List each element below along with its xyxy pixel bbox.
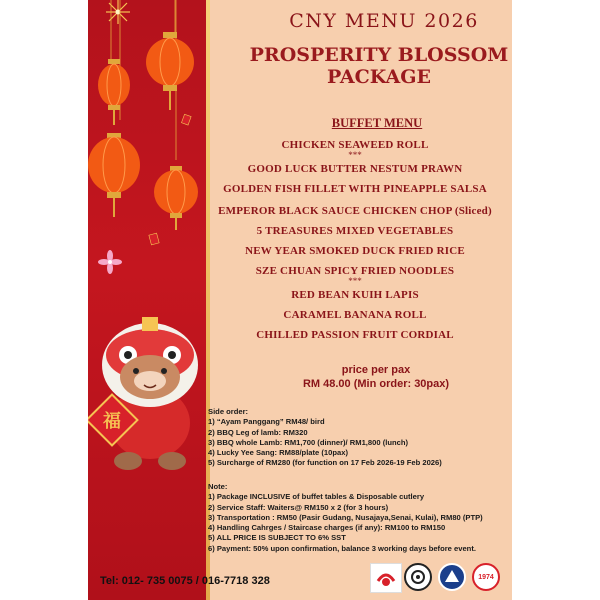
side-order-line: 1) “Ayam Panggang” RM48/ bird xyxy=(208,417,325,427)
price-label: price per pax xyxy=(341,364,411,376)
menu-item: 5 TREASURES MIXED VEGETABLES xyxy=(256,225,454,237)
logo-icon xyxy=(370,563,402,593)
side-order-line: 2) BBQ Leg of lamb: RM320 xyxy=(208,427,308,437)
flower-icon xyxy=(98,250,122,274)
side-order-line: 5) Surcharge of RM280 (for function on 17 Feb 2026-19 Feb 2026) xyxy=(208,458,442,468)
red-envelope-icon xyxy=(149,233,159,245)
buffet-menu-list xyxy=(196,138,512,342)
lantern-icon xyxy=(146,32,194,110)
firework-icon xyxy=(106,0,130,24)
menu-item: EMPEROR BLACK SAUCE CHICKEN CHOP (Sliced) xyxy=(218,205,492,217)
note-line: 4) Handling Cahrges / Staircase charges (if any): RM100 to RM150 xyxy=(208,523,446,533)
decoration-art xyxy=(88,0,206,600)
lion-dance-mascot-icon xyxy=(102,317,198,470)
logo-icon xyxy=(438,563,466,591)
poster xyxy=(88,0,512,600)
red-envelope-icon xyxy=(181,114,191,125)
cny-menu-title: CNY MENU 2026 xyxy=(289,10,479,32)
menu-separator: *** xyxy=(348,276,362,286)
note-line: 6) Payment: 50% upon confirmation, balance 3 working days before event. xyxy=(208,543,476,553)
logo-row xyxy=(368,563,508,593)
menu-item: CARAMEL BANANA ROLL xyxy=(283,309,427,321)
package-title-line2: PACKAGE xyxy=(327,66,431,88)
logo-icon xyxy=(472,563,500,591)
menu-item: NEW YEAR SMOKED DUCK FRIED RICE xyxy=(245,245,465,257)
menu-item: GOLDEN FISH FILLET WITH PINEAPPLE SALSA xyxy=(223,183,487,195)
logo-text: 1974 xyxy=(478,573,494,581)
notes-title: Note: xyxy=(208,482,228,491)
menu-item: SZE CHUAN SPICY FRIED NOODLES xyxy=(255,265,455,277)
note-line: 3) Transportation : RM50 (Pasir Gudang, Nusajaya,Senai, Kulai), RM80 (PTP) xyxy=(208,512,483,522)
note-line: 1) Package INCLUSIVE of buffet tables & Disposable cutlery xyxy=(208,492,425,502)
lantern-icon xyxy=(154,166,198,230)
price-block xyxy=(240,364,512,390)
lantern-icon xyxy=(98,59,130,125)
package-title-line1: PROSPERITY BLOSSOM xyxy=(249,44,509,66)
notes-section xyxy=(208,482,508,554)
logo-icon xyxy=(404,563,432,591)
note-line: 2) Service Staff: Waiters@ RM150 x 2 (for 3 hours) xyxy=(208,502,389,512)
decorative-panel xyxy=(88,0,206,600)
side-order-line: 4) Lucky Yee Sang: RM88/plate (10pax) xyxy=(208,448,348,458)
side-order-section xyxy=(208,407,508,469)
side-order-line: 3) BBQ whole Lamb: RM1,700 (dinner)/ RM1,800 (lunch) xyxy=(208,437,408,447)
price-value: RM 48.00 (Min order: 30pax) xyxy=(302,378,450,390)
note-line: 5) ALL PRICE IS SUBJECT TO 6% SST xyxy=(208,533,346,543)
package-title xyxy=(210,44,512,88)
contact-phone: Tel: 012- 735 0075 / 016-7718 328 xyxy=(100,575,270,587)
menu-item: RED BEAN KUIH LAPIS xyxy=(291,289,419,301)
side-order-title: Side order: xyxy=(208,407,249,416)
menu-item: GOOD LUCK BUTTER NESTUM PRAWN xyxy=(247,163,463,175)
menu-item: CHILLED PASSION FRUIT CORDIAL xyxy=(256,329,454,341)
buffet-menu-heading: BUFFET MENU xyxy=(331,116,423,130)
lantern-icon xyxy=(88,133,140,217)
svg-text:福: 福 xyxy=(103,411,121,432)
menu-separator: *** xyxy=(348,150,362,160)
menu-item: CHICKEN SEAWEED ROLL xyxy=(281,139,429,151)
